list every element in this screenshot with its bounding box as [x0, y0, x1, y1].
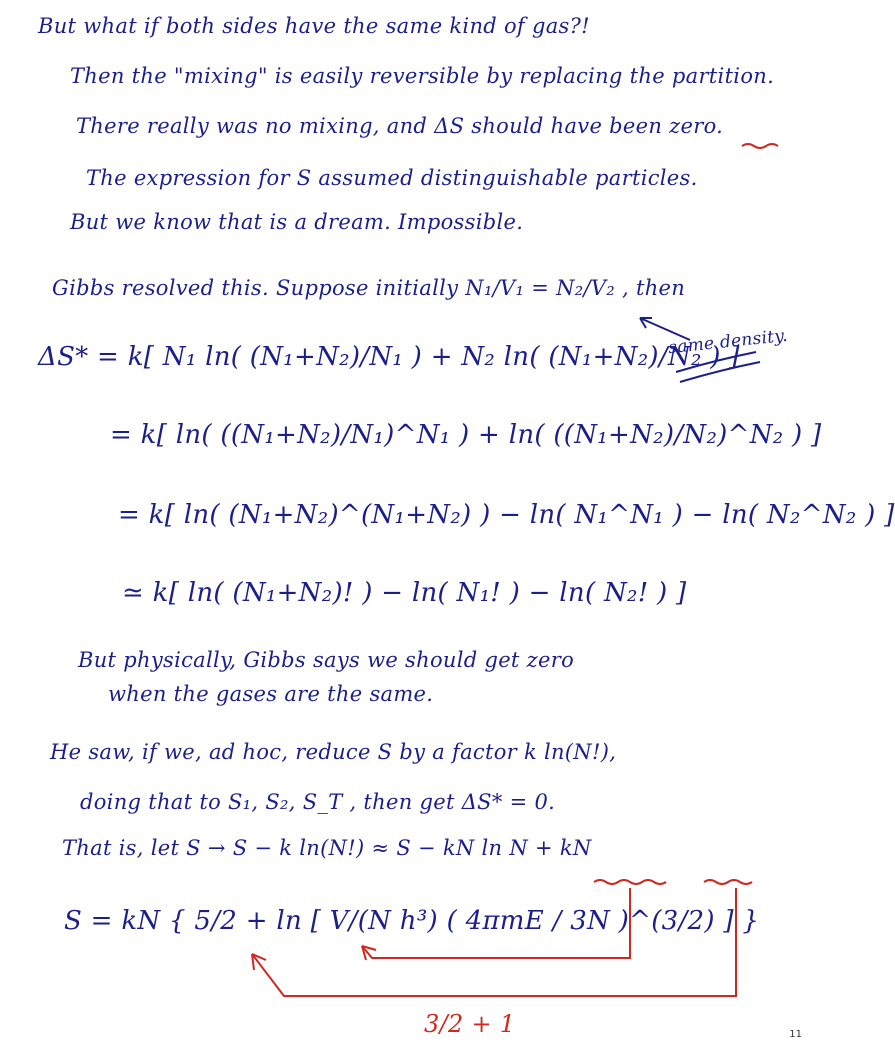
gibbs-line: Gibbs resolved this. Suppose initially N₁/V₁ = N₂/V₂ , then: [52, 276, 686, 300]
note-line-2: Then the "mixing" is easily reversible by replacing the partition.: [70, 64, 775, 88]
page-number: 11: [789, 1029, 802, 1040]
adhoc-line-2: doing that to S₁, S₂, S_T , then get ΔS* = 0.: [80, 790, 556, 814]
red-note: 3/2 + 1: [424, 1010, 516, 1038]
zero-underline: [742, 144, 778, 148]
red-arrowhead-inner: [362, 946, 376, 960]
red-arrowhead-outer: [252, 954, 266, 970]
equation-3: = k[ ln( (N₁+N₂)^(N₁+N₂) ) − ln( N₁^N₁ ) − ln( N₂^N₂ ) ]: [118, 500, 895, 530]
adhoc-line-3: That is, let S → S − k ln(N!) ≈ S − kN ln N + kN: [62, 836, 592, 860]
physical-line-2: when the gases are the same.: [108, 682, 434, 706]
knlnn-squiggle: [594, 880, 666, 884]
note-line-4: The expression for S assumed distinguishable particles.: [86, 166, 698, 190]
note-line-5: But we know that is a dream. Impossible.: [70, 210, 524, 234]
equation-1: ΔS* = k[ N₁ ln( (N₁+N₂)/N₁ ) + N₂ ln( (N₁+N₂)/N₂ ) ]: [38, 342, 740, 372]
red-connector-outer: [252, 888, 736, 996]
note-line-3: There really was no mixing, and ΔS should have been zero.: [76, 114, 724, 138]
equation-4: ≃ k[ ln( (N₁+N₂)! ) − ln( N₁! ) − ln( N₂! ) ]: [122, 578, 687, 608]
adhoc-line-1: He saw, if we, ad hoc, reduce S by a factor k ln(N!),: [50, 740, 617, 764]
physical-line-1: But physically, Gibbs says we should get zero: [78, 648, 575, 672]
note-line-1: But what if both sides have the same kind of gas?!: [38, 14, 590, 38]
final-equation: S = kN { 5/2 + ln [ V/(N h³) ( 4πmE / 3N )^(3/2) ] }: [64, 906, 760, 936]
equation-2: = k[ ln( ((N₁+N₂)/N₁)^N₁ ) + ln( ((N₁+N₂)/N₂)^N₂ ) ]: [110, 420, 822, 450]
kn-squiggle: [704, 880, 752, 884]
same-density-note: same density.: [667, 325, 789, 359]
